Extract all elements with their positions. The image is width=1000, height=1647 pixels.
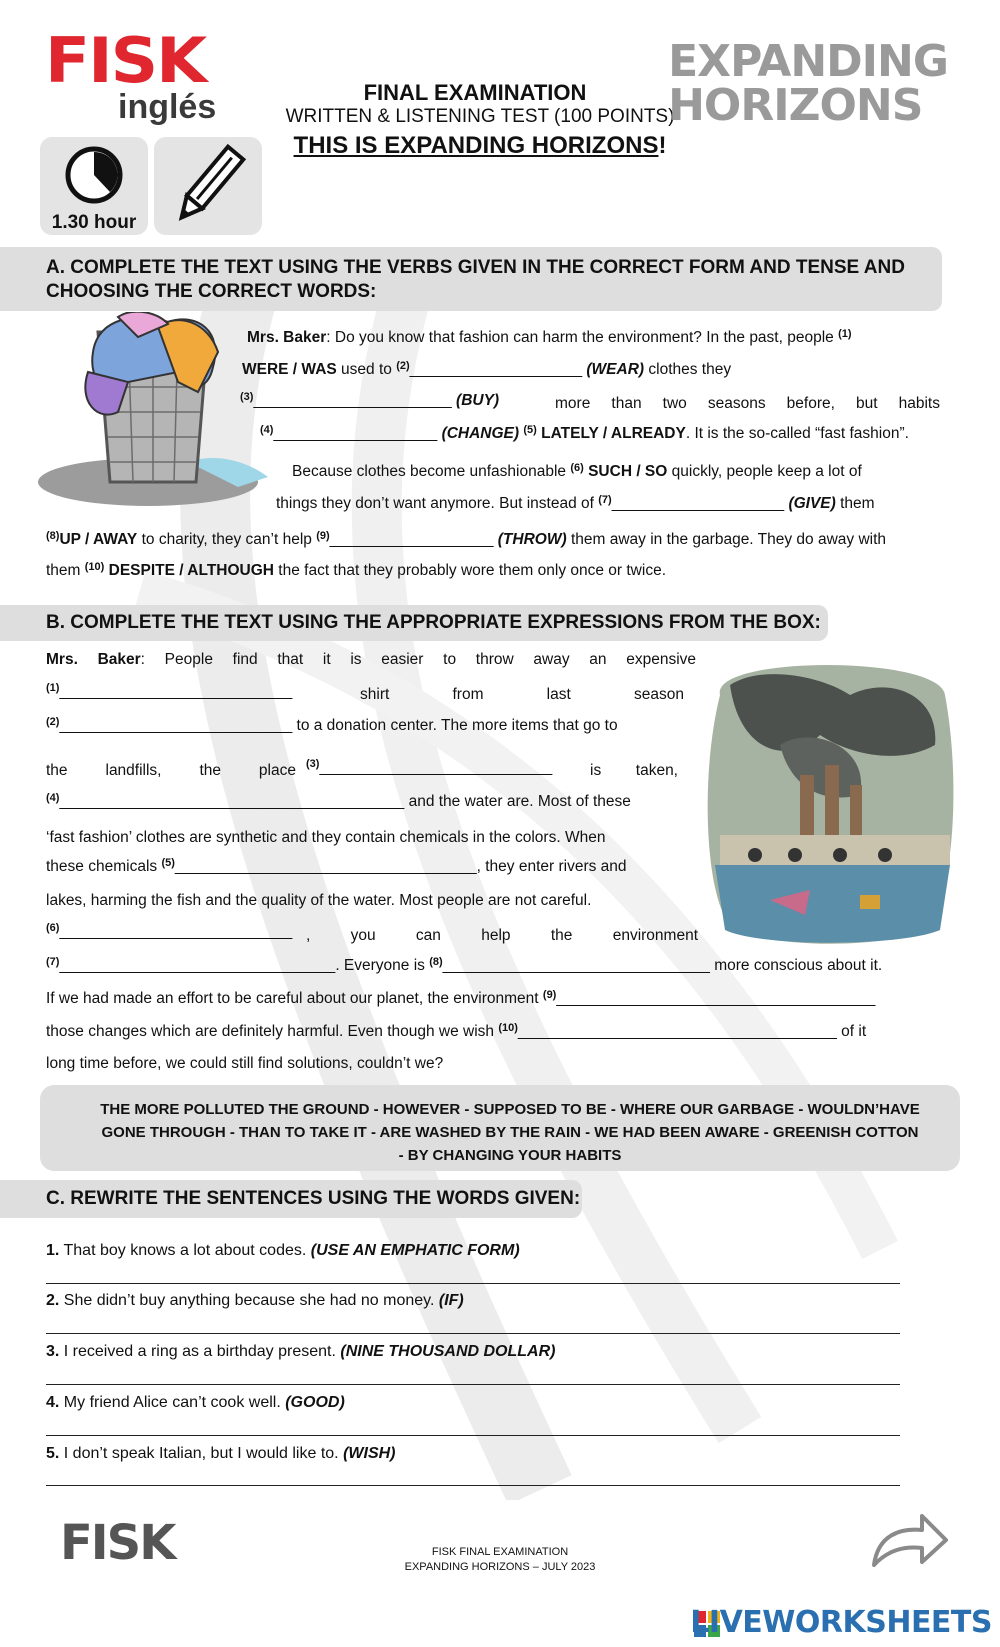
text-segment: them (46, 562, 85, 579)
item-number: (4) (260, 424, 274, 436)
section-b-line-2-end: shirt from last season (360, 686, 684, 703)
text-segment: these chemicals (46, 858, 162, 875)
text-segment: : People find that it is easier to throw away an expensive (140, 651, 697, 668)
section-a-line-1 (247, 327, 852, 349)
item-number: (9) (316, 530, 330, 542)
pollution-image (700, 655, 960, 945)
blank-8-input[interactable]: _______________________________ (442, 957, 710, 974)
rewrite-item-5 (46, 1443, 396, 1465)
choice-5[interactable]: LATELY / ALREADY (541, 425, 686, 442)
clock-icon (40, 137, 148, 217)
blank-4-input[interactable]: ___________________ (273, 425, 438, 442)
verb-hint: (BUY) (456, 392, 500, 409)
section-c-heading: C. REWRITE THE SENTENCES USING THE WORDS GIVEN: (46, 1188, 581, 1209)
answer-line-4[interactable] (46, 1435, 900, 1436)
brand-line-2: HORIZONS (668, 80, 923, 131)
rewrite-item-4 (46, 1392, 345, 1414)
laundry-basket-image (38, 312, 270, 508)
footer-fisk-logo: FISK (60, 1515, 175, 1571)
section-b-line-2 (46, 681, 292, 703)
rewrite-item-3 (46, 1341, 555, 1363)
item-number: (7) (598, 494, 612, 506)
blank-2-input[interactable]: ____________________ (409, 361, 583, 378)
section-b-line-8: lakes, harming the fish and the quality of the water. Most people are not careful. (46, 892, 592, 909)
section-a-line-3 (240, 390, 499, 412)
item-hint: (WISH) (343, 1445, 396, 1462)
verb-hint: (GIVE) (788, 495, 836, 512)
item-number: (9) (542, 989, 557, 1001)
item-text: That boy knows a lot about codes. (59, 1242, 311, 1259)
footer-text (360, 1545, 640, 1575)
footer-line-1: FISK FINAL EXAMINATION (431, 1546, 569, 1558)
liveworksheets-logo[interactable]: LIVEWORKSHEETS (690, 1605, 992, 1640)
answer-line-5[interactable] (46, 1485, 900, 1486)
item-text: I don’t speak Italian, but I would like to. (59, 1445, 344, 1462)
text-segment: to a donation center. The more items that go to (292, 717, 618, 734)
text-segment: things they don’t want anymore. But instead of (276, 495, 599, 512)
page-title: FINAL EXAMINATION (363, 80, 587, 105)
answer-line-3[interactable] (46, 1384, 900, 1385)
rewrite-item-2 (46, 1290, 464, 1312)
section-b-line-11 (46, 988, 875, 1010)
text-segment: of it (836, 1023, 867, 1040)
text-segment: , they enter rivers and (476, 858, 627, 875)
text-segment: . It is the so-called “fast fashion”. (685, 425, 909, 442)
section-a-line-8 (46, 560, 666, 582)
expression-box-line-1: THE MORE POLLUTED THE GROUND - HOWEVER - SUPPOSED TO BE - WHERE OUR GARBAGE - WOULDN’HAVE (100, 1101, 920, 1118)
item-number: (2) (46, 716, 60, 728)
item-number: (4) (46, 792, 60, 804)
text-segment: and the water are. Most of these (404, 793, 631, 810)
section-a-line-4 (260, 423, 909, 445)
blank-1-input[interactable]: ___________________________ (59, 683, 293, 700)
rewrite-item-1 (46, 1240, 520, 1262)
next-arrow-icon[interactable] (870, 1510, 950, 1570)
item-text: My friend Alice can’t cook well. (59, 1394, 286, 1411)
blank-9-input[interactable]: _____________________________________ (556, 990, 876, 1007)
brand-line-1: EXPANDING (668, 36, 948, 87)
text-segment: more conscious about it. (709, 957, 883, 974)
page-subtitle: WRITTEN & LISTENING TEST (100 POINTS) (285, 106, 675, 127)
item-hint: (IF) (438, 1292, 464, 1309)
item-number: (6) (46, 922, 60, 934)
item-number: 2. (46, 1292, 60, 1309)
section-a-heading-line-1: A. COMPLETE THE TEXT USING THE VERBS GIVEN IN THE CORRECT FORM AND TENSE AND (46, 257, 905, 278)
item-number: (3) (240, 391, 254, 403)
section-b-line-6: ‘fast fashion’ clothes are synthetic and they contain chemicals in the colors. When (46, 829, 606, 846)
section-b-line-12 (46, 1021, 866, 1043)
section-b-line-7 (46, 856, 627, 878)
item-number: (3) (306, 758, 320, 770)
pencil-icon (154, 137, 262, 235)
item-hint: (USE AN EMPHATIC FORM) (310, 1242, 520, 1259)
section-b-line-4-blank (306, 757, 552, 779)
section-b-line-10 (46, 955, 882, 977)
answer-line-1[interactable] (46, 1283, 900, 1284)
expression-box-line-3: - BY CHANGING YOUR HABITS (398, 1147, 622, 1164)
section-b-line-4-end: is taken, (590, 762, 678, 779)
blank-10-input[interactable]: _____________________________________ (517, 1023, 837, 1040)
section-a-line-5 (292, 461, 862, 483)
answer-line-2[interactable] (46, 1333, 900, 1334)
text-segment: to charity, they can’t help (137, 531, 317, 548)
item-number: (10) (84, 561, 105, 573)
expanding-horizons-logo (668, 36, 948, 131)
text-segment: the fact that they probably wore them only once or twice. (273, 562, 666, 579)
blank-4-input[interactable]: ________________________________________ (59, 793, 405, 810)
item-number: (5) (523, 424, 537, 436)
item-text: I received a ring as a birthday present. (59, 1343, 341, 1360)
footer-line-2: EXPANDING HORIZONS – JULY 2023 (404, 1561, 596, 1573)
section-b-line-9-end: , you can help the environment (306, 927, 698, 944)
section-b-line-1 (46, 649, 696, 671)
text-segment: If we had made an effort to be careful about our planet, the environment (46, 990, 543, 1007)
text-segment: those changes which are definitely harmful. Even though we wish (46, 1023, 499, 1040)
blank-7-input[interactable]: ________________________________ (59, 957, 336, 974)
section-a-line-3-end: more than two seasons before, but habits (555, 395, 940, 412)
blank-3-input[interactable]: ___________________________ (319, 759, 553, 776)
choice-6[interactable]: SUCH / SO (588, 463, 668, 480)
text-segment: : Do you know that fashion can harm the environment? In the past, people (326, 329, 839, 346)
blank-9-input[interactable]: ___________________ (329, 531, 494, 548)
item-number: (1) (46, 682, 60, 694)
section-b-line-9 (46, 921, 292, 943)
section-b-line-5 (46, 791, 631, 813)
section-a-line-7 (46, 529, 886, 551)
expression-box-text (80, 1098, 940, 1167)
text-segment: . Everyone is (335, 957, 430, 974)
section-a-line-2 (242, 359, 731, 381)
item-number: (8) (46, 530, 60, 542)
blank-3-input[interactable]: _______________________ (253, 392, 452, 409)
choice-10[interactable]: DESPITE / ALTHOUGH (108, 562, 274, 579)
pencil-tile (154, 137, 262, 235)
verb-hint: (THROW) (497, 531, 567, 548)
item-number: (8) (429, 956, 443, 968)
item-number: 4. (46, 1394, 60, 1411)
blank-2-input[interactable]: ___________________________ (59, 717, 293, 734)
blank-6-input[interactable]: ___________________________ (59, 923, 293, 940)
choice-8[interactable]: UP / AWAY (59, 531, 138, 548)
item-text: She didn’t buy anything because she had no money. (59, 1292, 439, 1309)
item-number: (7) (46, 956, 60, 968)
item-hint: (NINE THOUSAND DOLLAR) (340, 1343, 556, 1360)
item-number: 1. (46, 1242, 60, 1259)
item-hint: (GOOD) (285, 1394, 345, 1411)
text-segment: clothes they (644, 361, 732, 378)
text-segment: quickly, people keep a lot of (667, 463, 862, 480)
text-segment: them (835, 495, 875, 512)
item-number: 3. (46, 1343, 60, 1360)
speaker-name: Mrs. Baker (247, 329, 327, 346)
section-b-line-13: long time before, we could still find solutions, couldn’t we? (46, 1055, 444, 1072)
section-a-heading-line-2: CHOOSING THE CORRECT WORDS: (46, 281, 377, 302)
expression-box-line-2: GONE THROUGH - THAN TO TAKE IT - ARE WASHED BY THE RAIN - WE HAD BEEN AWARE - GREENISH COTTON (101, 1124, 919, 1141)
course-banner-text: THIS IS EXPANDING HORIZONS (293, 132, 659, 159)
verb-hint: (CHANGE) (441, 425, 520, 442)
blank-5-input[interactable]: ___________________________________ (174, 858, 477, 875)
section-a-heading (46, 256, 905, 304)
fisk-logo-ingles: inglés (118, 88, 217, 126)
choice-1[interactable]: WERE / WAS (242, 361, 337, 378)
section-b-line-4: the landfills, the place (46, 762, 296, 779)
section-b-heading: B. COMPLETE THE TEXT USING THE APPROPRIATE EXPRESSIONS FROM THE BOX: (46, 612, 821, 633)
course-banner-suffix: ! (658, 132, 667, 159)
text-segment: Because clothes become unfashionable (292, 463, 571, 480)
text-segment: them away in the garbage. They do away with (566, 531, 887, 548)
section-b-line-3 (46, 715, 618, 737)
course-banner (270, 132, 690, 160)
fisk-logo: FISK (45, 23, 206, 98)
item-number: (5) (161, 857, 175, 869)
duration-label: 1.30 hour (51, 212, 137, 233)
item-number: 5. (46, 1445, 60, 1462)
verb-hint: (WEAR) (586, 361, 645, 378)
blank-7-input[interactable]: ____________________ (611, 495, 785, 512)
item-number: (1) (838, 328, 852, 340)
speaker-name: Mrs. Baker (46, 651, 141, 668)
item-number: (2) (396, 360, 410, 372)
item-number: (10) (498, 1022, 518, 1034)
text-segment: used to (336, 361, 397, 378)
item-number: (6) (570, 462, 584, 474)
section-a-line-6 (276, 493, 875, 515)
